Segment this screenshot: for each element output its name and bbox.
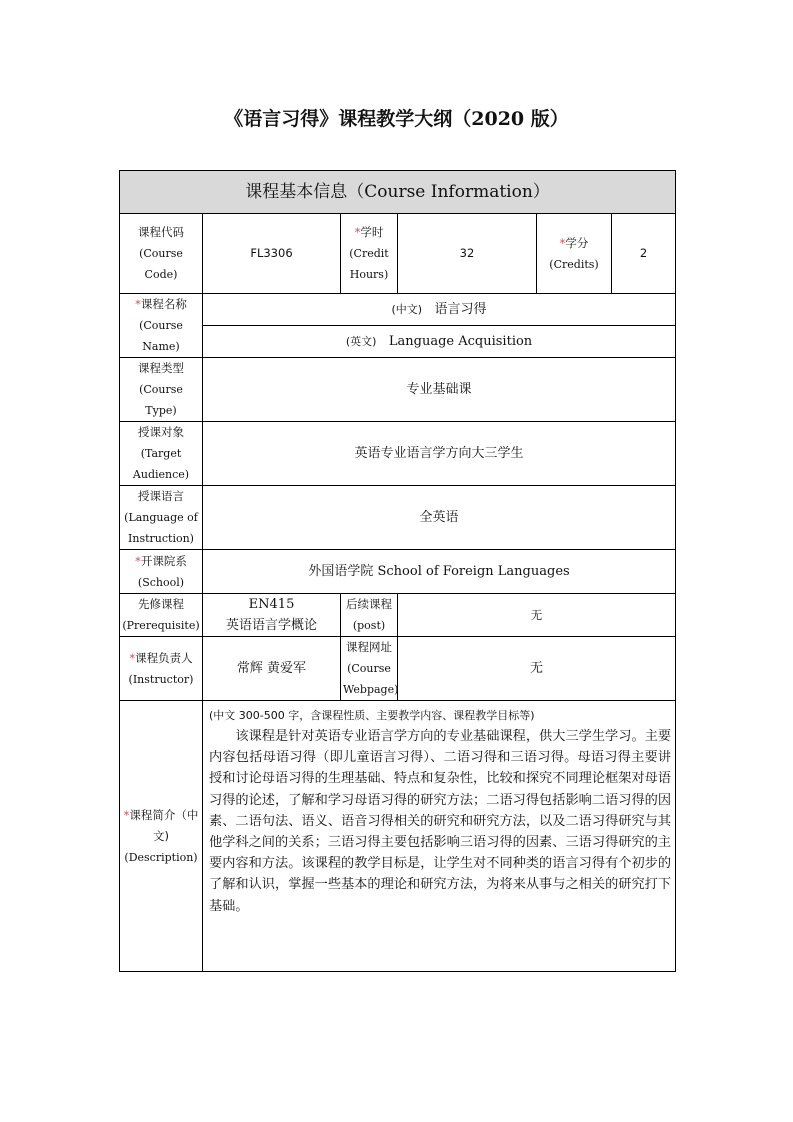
label-cn: 开课院系	[140, 553, 187, 568]
label-en: (School)	[137, 575, 185, 589]
label-cn: 课程网址	[346, 640, 392, 654]
credits-label	[537, 214, 612, 294]
en-tag: (英文)	[345, 335, 377, 348]
prereq-value	[203, 594, 341, 637]
required-mark: *	[135, 297, 141, 311]
language-value: 全英语	[203, 486, 676, 550]
description-text: 该课程是针对英语专业语言学方向的专业基础课程，供大三学生学习。主要内容包括母语习得（即儿童语言习得）、二语习得和三语习得。母语习得主要讲授和讨论母语习得的生理基础、特点和复杂性，比较和探究不同理论框架对母语习得的论述，了解和学习母语习得的研究方法；二语习得包括影响二语习得的因素、二语句法、语义、语音习得相关的研究和研究方法，以及二语习得研究与其他学科之间的关系；三语习得主要包括影响三语习得的因素、三语习得研究的主要内容和方法。该课程的教学目标是，让学生对不同种类的语言习得有个初步的了解和认识，掌握一些基本的理论和研究方法，为将来从事与之相关的研究打下基础。	[209, 729, 672, 914]
label-cn: 后续课程	[346, 597, 392, 611]
label-cn: 课程负责人	[135, 650, 193, 665]
table-header: 课程基本信息（Course Information）	[120, 171, 676, 214]
webpage-value: 无	[398, 637, 676, 701]
required-mark: *	[354, 225, 361, 239]
label-en: (Course Webpage)	[343, 662, 399, 696]
code-value: FL3306	[203, 214, 341, 294]
required-mark: *	[129, 650, 136, 665]
webpage-label	[341, 637, 398, 701]
audience-label	[120, 422, 203, 486]
label-en: (Course Code)	[139, 247, 183, 281]
instructor-value: 常辉 黄爱军	[203, 637, 341, 701]
cn-tag: (中文)	[391, 303, 423, 316]
label-en: (post)	[352, 619, 386, 632]
label-en: (Target Audience)	[132, 447, 190, 481]
label-cn: 授课对象	[138, 425, 184, 439]
label-cn: 先修课程	[138, 597, 184, 611]
prereq-name: 英语语言学概论	[225, 618, 317, 633]
name-en	[203, 326, 676, 358]
label-cn: 课程类型	[138, 361, 184, 375]
label-cn: 学时	[360, 225, 384, 239]
description-label	[120, 701, 203, 972]
label-cn: 课程简介（中文)	[129, 807, 199, 843]
description-cell	[203, 701, 676, 972]
label-en: (Language of Instruction)	[124, 511, 198, 545]
hours-label	[341, 214, 398, 294]
label-en: (Credit Hours)	[349, 247, 389, 281]
label-en: (Prerequisite)	[122, 619, 200, 632]
instructor-label	[120, 637, 203, 701]
label-en: (Description)	[124, 850, 198, 864]
prereq-label	[120, 594, 203, 637]
en-value: Language Acquisition	[388, 334, 533, 349]
required-mark: *	[123, 807, 130, 822]
name-label	[120, 294, 203, 358]
hours-value: 32	[398, 214, 537, 294]
name-cn	[203, 294, 676, 326]
required-mark: *	[559, 235, 566, 250]
label-cn: 课程名称	[140, 297, 187, 311]
school-value: 外国语学院 School of Foreign Languages	[203, 550, 676, 594]
course-info-table	[119, 170, 676, 972]
school-label	[120, 550, 203, 594]
post-label	[341, 594, 398, 637]
label-en: (Course Type)	[139, 383, 183, 417]
label-cn: 学分	[565, 235, 589, 250]
post-value: 无	[398, 594, 676, 637]
prereq-code: EN415	[248, 597, 295, 612]
type-value: 专业基础课	[203, 358, 676, 422]
cn-value: 语言习得	[434, 302, 487, 317]
label-cn: 课程代码	[138, 225, 184, 239]
label-cn: 授课语言	[138, 489, 184, 503]
label-en: (Instructor)	[128, 672, 194, 686]
description-hint: (中文 300-500 字，含课程性质、主要教学内容、课程教学目标等)	[209, 709, 535, 722]
label-en: (Credits)	[549, 257, 599, 271]
code-label	[120, 214, 203, 294]
label-en: (Course Name)	[139, 319, 183, 353]
type-label	[120, 358, 203, 422]
required-mark: *	[135, 553, 141, 568]
language-label	[120, 486, 203, 550]
page-title: 《语言习得》课程教学大纲（2020 版）	[224, 108, 569, 130]
audience-value: 英语专业语言学方向大三学生	[203, 422, 676, 486]
credits-value: 2	[612, 214, 676, 294]
